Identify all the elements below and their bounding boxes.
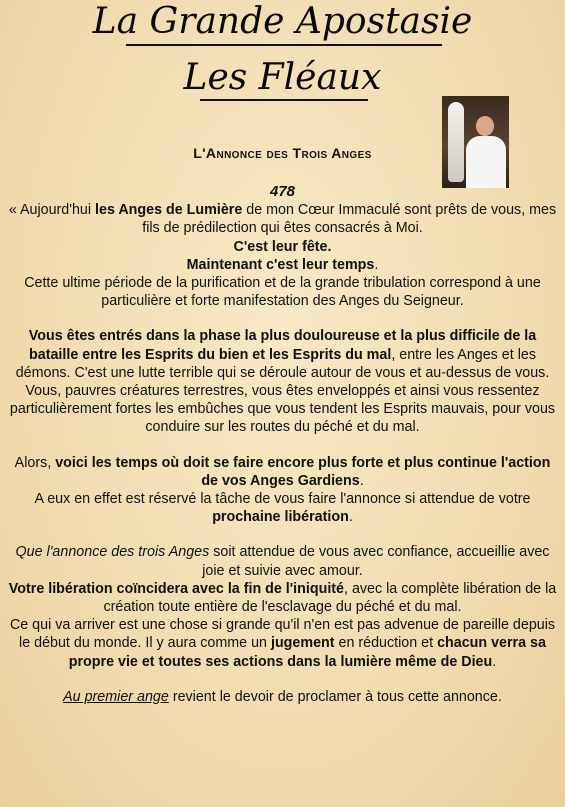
text: . (492, 653, 497, 670)
text-bold: voici les temps où doit se faire encore plus forte et plus continue l'action de vos Anges Gardiens (55, 454, 551, 489)
text: « Aujourd'hui (8, 202, 96, 219)
paragraph-bataille (8, 327, 557, 436)
section-heading: L'Annonce des Trois Anges (193, 145, 372, 161)
paragraph-intro (8, 201, 557, 237)
paragraph-premier-ange (8, 688, 557, 706)
page-subtitle: Les Fléaux (183, 57, 382, 98)
paragraph-liberation (8, 490, 557, 526)
text: en réduction et (334, 635, 438, 652)
text: , avec la complète libération de la création toute entière de l'esclavage du péché et du mal. (103, 580, 557, 616)
priest-photo (442, 96, 509, 188)
text-bold: Vous êtes entrés dans la phase la plus douloureuse et la plus difficile de la bataille entre les Esprits du bien et les Esprits du mal (28, 328, 537, 363)
priest-figure (466, 136, 506, 188)
line-fete (8, 238, 557, 256)
page-title: La Grande Apostasie (92, 1, 473, 42)
text: Ce qui va arriver est une chose si grande qu'il n'en est pas advenue de pareille depuis le début du monde. Il y aura comme un (9, 617, 556, 652)
text-bold: Maintenant c'est leur temps (186, 256, 375, 273)
line-temps (8, 256, 557, 274)
text-bold: C'est leur fête. (233, 238, 332, 255)
text-bold: Votre libération coïncidera avec la fin de l'iniquité (8, 580, 345, 597)
paragraph-iniquite (8, 580, 557, 616)
priest-head (476, 116, 494, 136)
text-italic-underlined: Au premier ange (63, 688, 169, 705)
message-number: 478 (269, 183, 296, 200)
text: . (374, 256, 379, 273)
text-bold: jugement (270, 635, 335, 652)
text: de mon Cœur Immaculé sont prêts de vous, mes fils de prédilection qui êtes consacrés à Moi. (142, 202, 557, 237)
text: , entre les Anges et les démons. C'est une lutte terrible qui se déroule autour de vous et au-dessus de vous. Vous, pauvres créatures terrestres, vous êtes enveloppés et ainsi vous ressentez particulièrement fortes les embûches que vous tendent les Esprits mauvais, pour vous conduire sur les routes du péché et du mal. (9, 346, 556, 436)
text: Alors, (14, 454, 56, 471)
text-bold: les Anges de Lumière (95, 202, 243, 219)
statue-figure (448, 102, 464, 182)
text: soit attendue de vous avec confiance, accueillie avec joie et suivie avec amour. (202, 544, 550, 579)
text-bold: chacun verra sa propre vie et toutes ses actions dans la lumière même de Dieu (68, 635, 546, 670)
text-italic: Que l'annonce des trois Anges (15, 544, 210, 561)
message-body (8, 183, 557, 706)
title-underline (126, 44, 442, 46)
paragraph-periode: Cette ultime période de la purification et de la grande tribulation correspond à une particulière et forte manifestation des Anges du Seigneur. (24, 275, 541, 310)
text: revient le devoir de proclamer à tous cette annonce. (168, 688, 502, 705)
paragraph-anges-gardiens (8, 454, 557, 490)
subtitle-underline (200, 99, 368, 101)
paragraph-annonce (8, 543, 557, 579)
paragraph-jugement (8, 616, 557, 671)
text-bold: prochaine libération (212, 509, 349, 526)
text: A eux en effet est réservé la tâche de vous faire l'annonce si attendue de votre (34, 491, 531, 508)
text: . (359, 472, 364, 489)
text: . (348, 509, 353, 526)
